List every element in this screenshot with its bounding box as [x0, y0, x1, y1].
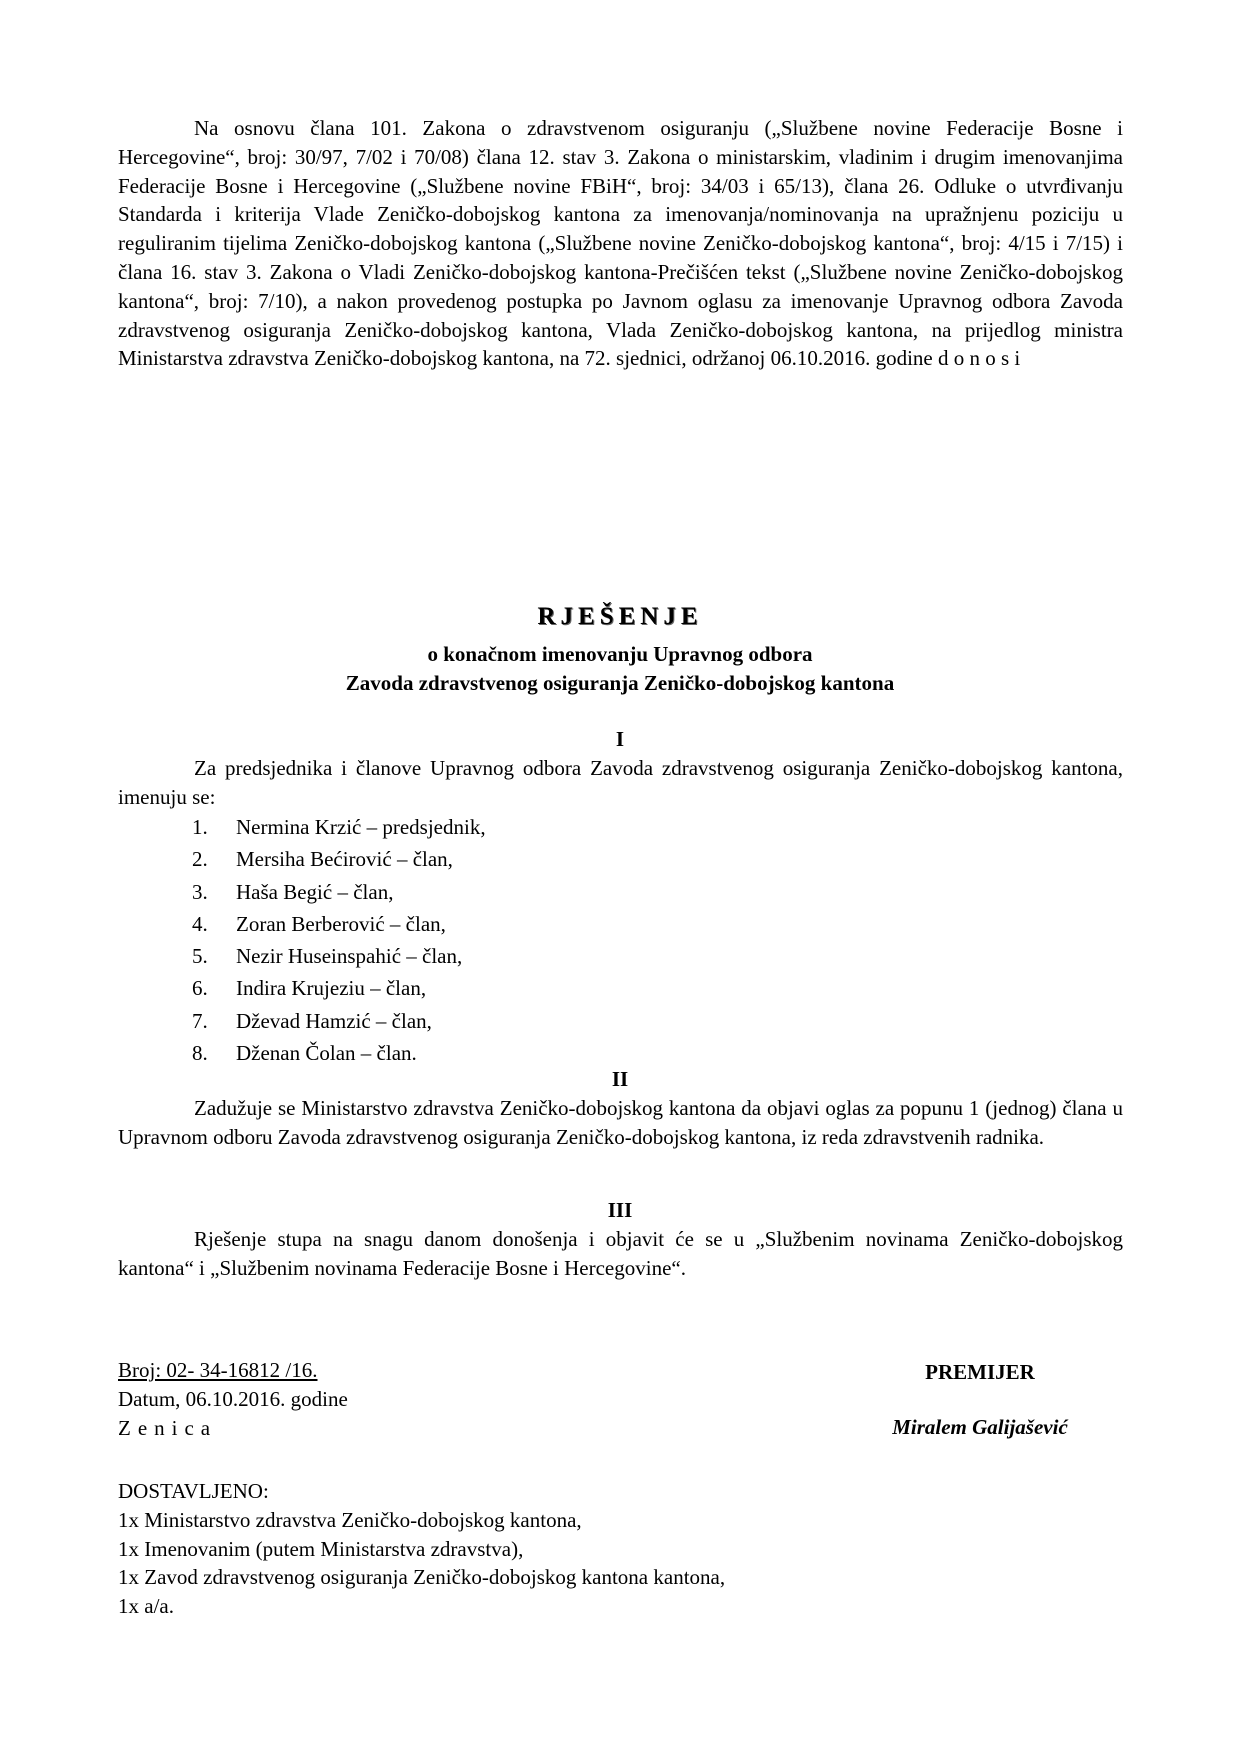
document-page	[118, 114, 1123, 373]
decision-subtitle-line-2: Zavoda zdravstvenog osiguranja Zeničko-dobojskog kantona	[345, 671, 895, 695]
list-item-number: 6.	[192, 976, 208, 1001]
list-item-text: Dženan Čolan – član.	[236, 1041, 417, 1066]
section-3-text: Rješenje stupa na snagu danom donošenja i objavit će se u „Službenim novinama Zeničko-dobojskog kantona“ i „Službenim novinama Federacije Bosne i Hercegovine“.	[118, 1227, 1123, 1280]
list-item	[192, 845, 486, 877]
document-date: Datum, 06.10.2016. godine	[118, 1386, 348, 1411]
list-item-number: 5.	[192, 944, 208, 969]
list-item	[192, 942, 486, 974]
list-item-number: 7.	[192, 1008, 208, 1033]
signatory-role: PREMIJER	[925, 1360, 1035, 1384]
section-2-number: II	[611, 1067, 629, 1091]
list-item-text: Indira Krujeziu – član,	[236, 976, 427, 1001]
section-2-body	[118, 1094, 1123, 1152]
list-item-text: Nezir Huseinspahić – član,	[236, 944, 463, 969]
section-3-body	[118, 1225, 1123, 1283]
list-item-number: 4.	[192, 911, 208, 936]
list-item-number: 2.	[192, 847, 208, 872]
list-item	[192, 813, 486, 845]
member-list	[192, 813, 486, 1071]
list-item: 1x Ministarstvo zdravstva Zeničko-dobojskog kantona,	[118, 1507, 582, 1532]
list-item: 1x Imenovanim (putem Ministarstva zdravstva),	[118, 1536, 524, 1561]
document-reference	[118, 1356, 348, 1442]
list-item-number: 3.	[192, 879, 208, 904]
list-item	[192, 910, 486, 942]
section-3-number: III	[607, 1198, 633, 1222]
list-item-text: Haša Begić – član,	[236, 879, 394, 904]
list-item: 1x Zavod zdravstvenog osiguranja Zeničko-dobojskog kantona kantona,	[118, 1565, 726, 1590]
list-item-text: Nermina Krzić – predsjednik,	[236, 815, 486, 839]
decision-subtitle-line-1: o konačnom imenovanju Upravnog odbora	[427, 642, 813, 666]
list-item	[192, 878, 486, 910]
list-item-text: Dževad Hamzić – član,	[236, 1008, 432, 1033]
document-number: Broj: 02- 34-16812 /16.	[118, 1358, 318, 1382]
list-item-number: 8.	[192, 1041, 208, 1066]
document-place: Zenica	[118, 1415, 218, 1440]
list-item	[192, 1007, 486, 1039]
section-1-number: I	[615, 727, 625, 751]
delivery-list	[118, 1477, 725, 1621]
list-item: 1x a/a.	[118, 1594, 174, 1619]
preamble-paragraph: Na osnovu člana 101. Zakona o zdravstvenom osiguranju („Službene novine Federacije Bosne i Hercegovine“, broj: 30/97, 7/02 i 70/08) člana 12. stav 3. Zakona o ministarskim, vladinim i drugim imenovanjima Federacije Bosne i Hercegovine („Službene novine FBiH“, broj: 34/03 i 65/13), člana 26. Odluke o utvrđivanju Standarda i kriterija Vlade Zeničko-dobojskog kantona za imenovanja/nominovanja na upražnjenu poziciju u reguliranim tijelima Zeničko-dobojskog kantona („Službene novine Zeničko-dobojskog kantona“, broj: 4/15 i 7/15) i člana 16. stav 3. Zakona o Vladi Zeničko-dobojskog kantona-Prečišćen tekst („Službene novine Zeničko-dobojskog kantona“, broj: 7/10), a nakon provedenog postupka po Javnom oglasu za imenovanje Upravnog odbora Zavoda zdravstvenog osiguranja Zeničko-dobojskog kantona, Vlada Zeničko-dobojskog kantona, na prijedlog ministra Ministarstva zdravstva Zeničko-dobojskog kantona, na 72. sjednici, održanoj 06.10.2016. godine d o n o s i	[118, 116, 1123, 371]
decision-title: RJEŠENJE	[537, 603, 703, 630]
section-2-text: Zadužuje se Ministarstvo zdravstva Zeničko-dobojskog kantona da objavi oglas za popunu 1 (jednog) člana u Upravnom odboru Zavoda zdravstvenog osiguranja Zeničko-dobojskog kantona, iz reda zdravstvenih radnika.	[118, 1096, 1123, 1149]
list-item	[192, 974, 486, 1006]
section-1-text: Za predsjednika i članove Upravnog odbora Zavoda zdravstvenog osiguranja Zeničko-dobojskog kantona, imenuju se:	[118, 756, 1123, 809]
section-1-body	[118, 754, 1123, 812]
delivery-heading: DOSTAVLJENO:	[118, 1479, 269, 1503]
list-item-number: 1.	[192, 815, 208, 839]
signatory-name: Miralem Galijašević	[892, 1415, 1068, 1439]
list-item-text: Mersiha Bećirović – član,	[236, 847, 453, 872]
list-item-text: Zoran Berberović – član,	[236, 911, 446, 936]
